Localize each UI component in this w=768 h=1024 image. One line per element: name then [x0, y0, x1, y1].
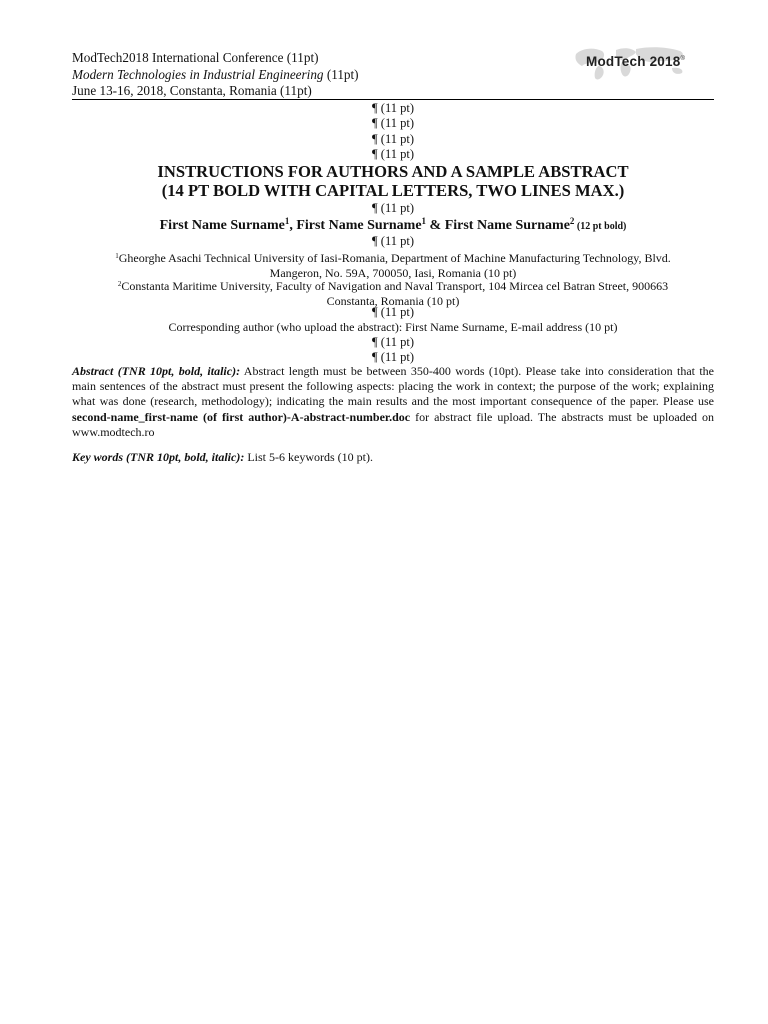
pilcrow-line: ¶ (11 pt): [372, 131, 414, 146]
abstract-text-end: for abstract file upload. The abstracts must be uploaded on www.modtech.ro: [72, 409, 714, 439]
author-name: First Name Surname: [444, 218, 570, 233]
abstract-paragraph: [72, 364, 714, 440]
affiliation-2-line-1: [72, 277, 714, 294]
title-line-1: INSTRUCTIONS FOR AUTHORS AND A SAMPLE ABSTRACT: [157, 162, 629, 181]
header-topic-suffix: (11pt): [323, 66, 359, 82]
author-affiliation-mark: 1: [284, 216, 290, 226]
author-name: First Name Surname: [159, 218, 285, 233]
logo-text: [586, 54, 685, 69]
header-rule: [72, 99, 714, 100]
pilcrow-block-top: [72, 101, 714, 162]
logo-name: ModTech 2018: [586, 54, 681, 69]
author-list: [72, 216, 714, 234]
author-affiliation-mark: 2: [569, 216, 575, 226]
corresponding-author: Corresponding author (who upload the abstract): First Name Surname, E-mail address (10 pt): [168, 320, 618, 334]
affiliation-1-line-2: Mangeron, No. 59A, 700050, Iasi, Romania (10 pt): [269, 266, 517, 281]
pilcrow-line: ¶ (11 pt): [372, 335, 414, 349]
abstract-label: Abstract (TNR 10pt, bold, italic):: [72, 364, 241, 378]
abstract-text: Abstract length must be between 350-400 words (10pt). Please take into consideration that the main sentences of the abstract must present the following aspects: placing the work in context; the purpose of the work; explaining what was done (research, methodology); indicating the main results and the most important consequence of the paper. Please use: [72, 364, 714, 409]
keywords-paragraph: [72, 450, 714, 465]
affiliation-mark: 2: [117, 280, 122, 288]
header-line-topic: [72, 67, 359, 84]
keywords-text: List 5-6 keywords (10 pt).: [244, 450, 373, 464]
pilcrow-line: ¶ (11 pt): [372, 101, 414, 115]
author-format-note: (12 pt bold): [574, 221, 627, 232]
author-separator: ,: [289, 218, 297, 233]
header-line-conference: ModTech2018 International Conference (11pt): [72, 50, 319, 65]
affiliation-2-line-2: Constanta, Romania (10 pt): [326, 294, 460, 309]
affiliation-text: Gheorghe Asachi Technical University of Iasi-Romania, Department of Machine Manufacturing Technology, Blvd.: [118, 251, 671, 265]
pilcrow-line: ¶ (11 pt): [372, 116, 414, 131]
pilcrow-line: ¶ (11 pt): [372, 234, 414, 248]
pilcrow-line: ¶ (11 pt): [372, 305, 414, 319]
pilcrow-line: ¶ (11 pt): [372, 350, 414, 365]
affiliation-text: Constanta Maritime University, Faculty of Navigation and Naval Transport, 104 Mircea cel Batran Street, 900663: [121, 279, 669, 293]
pilcrow-block-bottom: [72, 335, 714, 366]
pilcrow-line: ¶ (11 pt): [372, 146, 414, 161]
header-topic-italic: Modern Technologies in Industrial Engineering: [72, 66, 324, 82]
author-affiliation-mark: 1: [421, 216, 427, 226]
title-line-2: (14 PT BOLD WITH CAPITAL LETTERS, TWO LINES MAX.): [161, 181, 625, 201]
affiliation-mark: 1: [115, 252, 119, 260]
header-line-date: June 13-16, 2018, Constanta, Romania (11pt): [72, 83, 312, 98]
pilcrow-line: ¶ (11 pt): [372, 201, 414, 215]
author-name: First Name Surname: [296, 218, 422, 233]
keywords-label: Key words (TNR 10pt, bold, italic):: [72, 450, 245, 464]
header-text: [72, 50, 359, 100]
affiliation-1-line-1: [72, 249, 714, 266]
logo-registered-mark: ®: [680, 56, 686, 62]
paper-title: [72, 162, 714, 201]
modtech-logo: [572, 44, 700, 82]
abstract-filename: second-name_first-name (of first author)-A-abstract-number.doc: [72, 409, 411, 424]
author-separator: &: [426, 218, 445, 233]
